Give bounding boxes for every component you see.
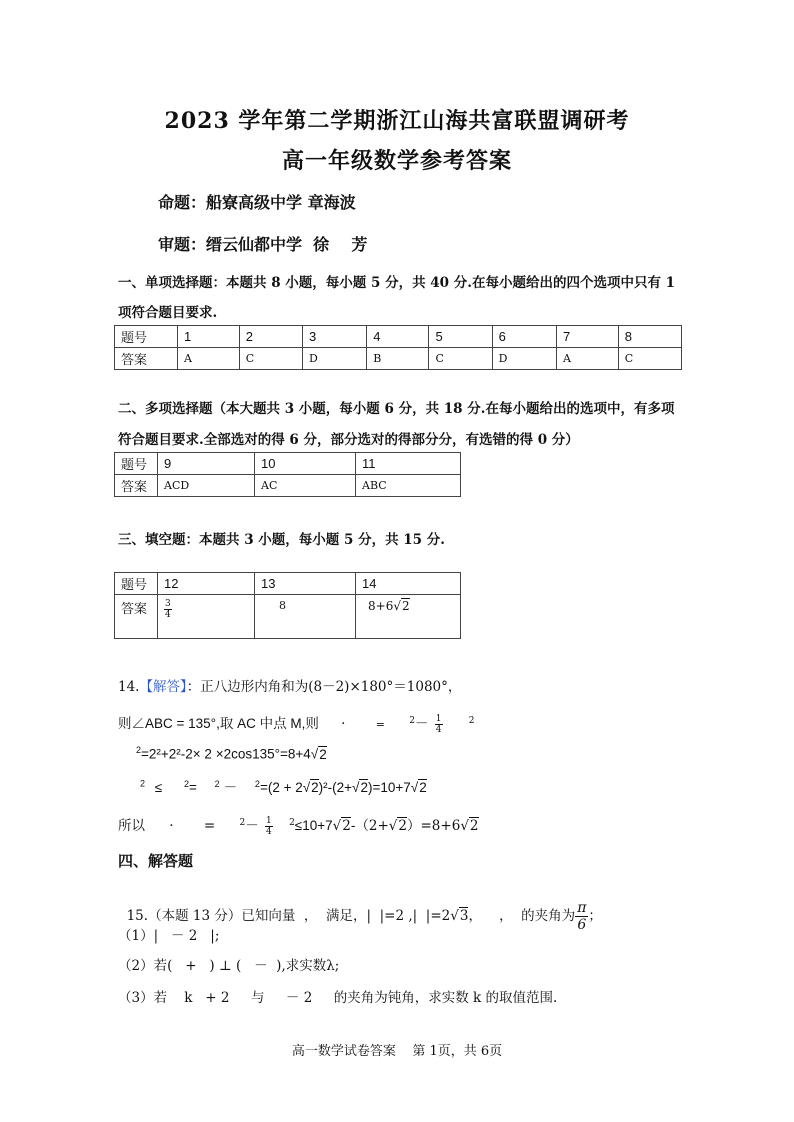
fraction-denominator: 6 [577,917,587,933]
section4-heading: 四、解答题 [118,852,194,870]
radicand: 3 [459,908,469,924]
radicand: 2 [398,818,407,834]
fraction-numerator: 1 [435,714,442,724]
fraction-denominator: 4 [435,725,442,735]
answer12-denominator: 4 [165,610,171,620]
question-text: ； [588,908,602,924]
section2-answer-table [114,452,461,497]
solution14-line4 [140,776,427,796]
question-number: 13 [255,573,356,595]
dot-operator: · [169,818,174,834]
question-number: 7 [557,326,619,348]
minus-sign: － [223,780,238,795]
radical-sign: √ [393,599,401,613]
row-label: 题号 [115,453,158,475]
radical-sign: √ [450,908,459,924]
section2-heading-cont: 符合题目要求.全部选对的得 6 分，部分选对的得部分分，有选错的得 0 分） [118,432,579,448]
section3-answer-table [114,572,461,639]
solution14-line2 [118,712,475,735]
exponent: 2 [239,817,246,828]
radicand: 2 [342,818,351,834]
answer-cell: ABC [356,475,461,497]
row-label: 题号 [115,326,178,348]
reviewer-line: 审题：缙云仙都中学 徐 芳 [158,235,368,254]
table-row [115,326,682,348]
table-row [115,348,682,370]
equals-sign: = [375,718,385,731]
radicand: 2 [311,780,319,795]
solution-text: ≤10+7 [294,818,333,833]
question15-part1: （1）| － 2 |; [118,928,220,944]
answer-cell: C [239,348,302,370]
question-number: 4 [367,326,429,348]
answer13-value: 8 [279,599,286,612]
exponent: 2 [136,745,142,755]
answer-cell: ACD [158,475,255,497]
answer-cell: AC [255,475,356,497]
exponent: 2 [409,715,415,726]
answer-cell: C [618,348,681,370]
question-number: 1 [178,326,240,348]
leq-sign: ≤ [154,780,163,795]
row-label: 答案 [115,595,158,639]
question-number: 12 [158,573,255,595]
table-row [115,453,461,475]
radicand: 2 [419,780,427,795]
question-number: 8 [618,326,681,348]
fraction-numerator: 1 [266,816,272,826]
exponent: 2 [289,817,295,828]
minus-sign: － [414,716,429,732]
answer-cell [255,595,356,639]
question-number: 5 [429,326,492,348]
radical-sign: √ [410,780,419,795]
fraction-one-quarter [435,714,443,735]
question-number: 6 [492,326,556,348]
answer-cell [158,595,255,639]
question-text: 15.（本题 13 分）已知向量 ， 满足，| |=2 ,| |=2 [126,908,451,924]
table-row [115,573,461,595]
radical-sign: √ [310,746,319,762]
radical-sign: √ [388,818,398,834]
radicand: 2 [360,780,368,795]
author-line: 命题：船寮高级中学 章海波 [158,193,356,212]
minus-sign: － [245,818,259,834]
fraction-numerator: π [577,900,587,916]
answer-cell: A [557,348,619,370]
fraction-pi-over-six [575,900,588,933]
solution-text: ）=8+6 [407,818,461,834]
section1-answer-table [114,325,682,370]
solution-text: =(2 + 2 [259,780,303,795]
answer-cell: D [492,348,556,370]
section1-heading-cont: 项符合题目要求. [118,305,218,321]
document-subtitle: 高一年级数学参考答案 [281,148,512,174]
row-label: 答案 [115,475,158,497]
solution-text: 则∠ABC = 135°,取 AC 中点 M,则 [118,716,319,731]
answer14-radicand: 2 [401,599,410,613]
question-number: 11 [356,453,461,475]
solution-number: 14. [118,679,140,695]
question-number: 2 [239,326,302,348]
solution14-line5 [118,814,479,837]
solution-text: =2²+2²-2× 2 ×2cos135°=8+4 [141,746,311,762]
radicand: 2 [469,818,479,834]
question-number: 9 [158,453,255,475]
question-text: ， ， 的夹角为 [468,908,576,924]
dot-operator: · [341,716,346,732]
exponent: 2 [183,778,189,789]
equals-sign: = [188,780,197,795]
answer-cell: B [367,348,429,370]
table-row [115,475,461,497]
table-row [115,595,461,639]
row-label: 题号 [115,573,158,595]
solution-text: ：正八边形内角和为(8－2)×180°＝1080°， [186,679,462,695]
exponent: 2 [214,778,220,789]
radical-sign: √ [302,780,311,795]
exponent: 2 [254,778,260,789]
question-number: 14 [356,573,461,595]
answer-cell: C [429,348,492,370]
section3-heading: 三、填空题：本题共 3 小题，每小题 5 分，共 15 分. [118,532,445,548]
document-title: 2023 学年第二学期浙江山海共富联盟调研考 [164,108,630,134]
equals-sign: = [203,818,216,834]
radical-sign: √ [460,818,469,834]
fraction-denominator: 4 [266,827,272,837]
answer14-prefix: 8+6 [368,599,394,613]
section1-heading: 一、单项选择题：本题共 8 小题，每小题 5 分，共 40 分.在每小题给出的四个选项中只有 1 [118,275,676,291]
section2-heading: 二、多项选择题（本大题共 3 小题，每小题 6 分，共 18 分.在每小题给出的选项中，有多项 [118,401,675,417]
exponent: 2 [140,778,146,789]
solution-text: )=10+7 [367,780,411,795]
solution-text: -（2+ [350,818,389,834]
answer-cell: D [302,348,366,370]
question15-part3: （3）若 k + 2 与 － 2 的夹角为钝角，求实数 k 的取值范围. [118,990,558,1006]
solution14-line1 [118,675,461,695]
radical-sign: √ [352,780,360,795]
answer12-fraction [164,599,172,620]
answer12-numerator: 3 [165,599,171,609]
question-number: 10 [255,453,356,475]
solution-text: 所以 [118,818,145,834]
page-footer: 高一数学试卷答案 第 1页，共 6页 [291,1044,503,1059]
radicand: 2 [319,746,327,762]
answer-cell [356,595,461,639]
exponent: 2 [468,715,475,726]
answer-cell: A [178,348,240,370]
question15-part2: （2）若( + ) ⊥ ( － ),求实数λ; [118,958,340,974]
question-number: 3 [302,326,366,348]
solution-text: )²-(2+ [318,780,353,795]
fraction-one-quarter [265,816,273,837]
solution-tag: 【解答】 [139,679,187,695]
radical-sign: √ [332,818,342,834]
solution14-line3 [136,745,327,762]
row-label: 答案 [115,348,178,370]
